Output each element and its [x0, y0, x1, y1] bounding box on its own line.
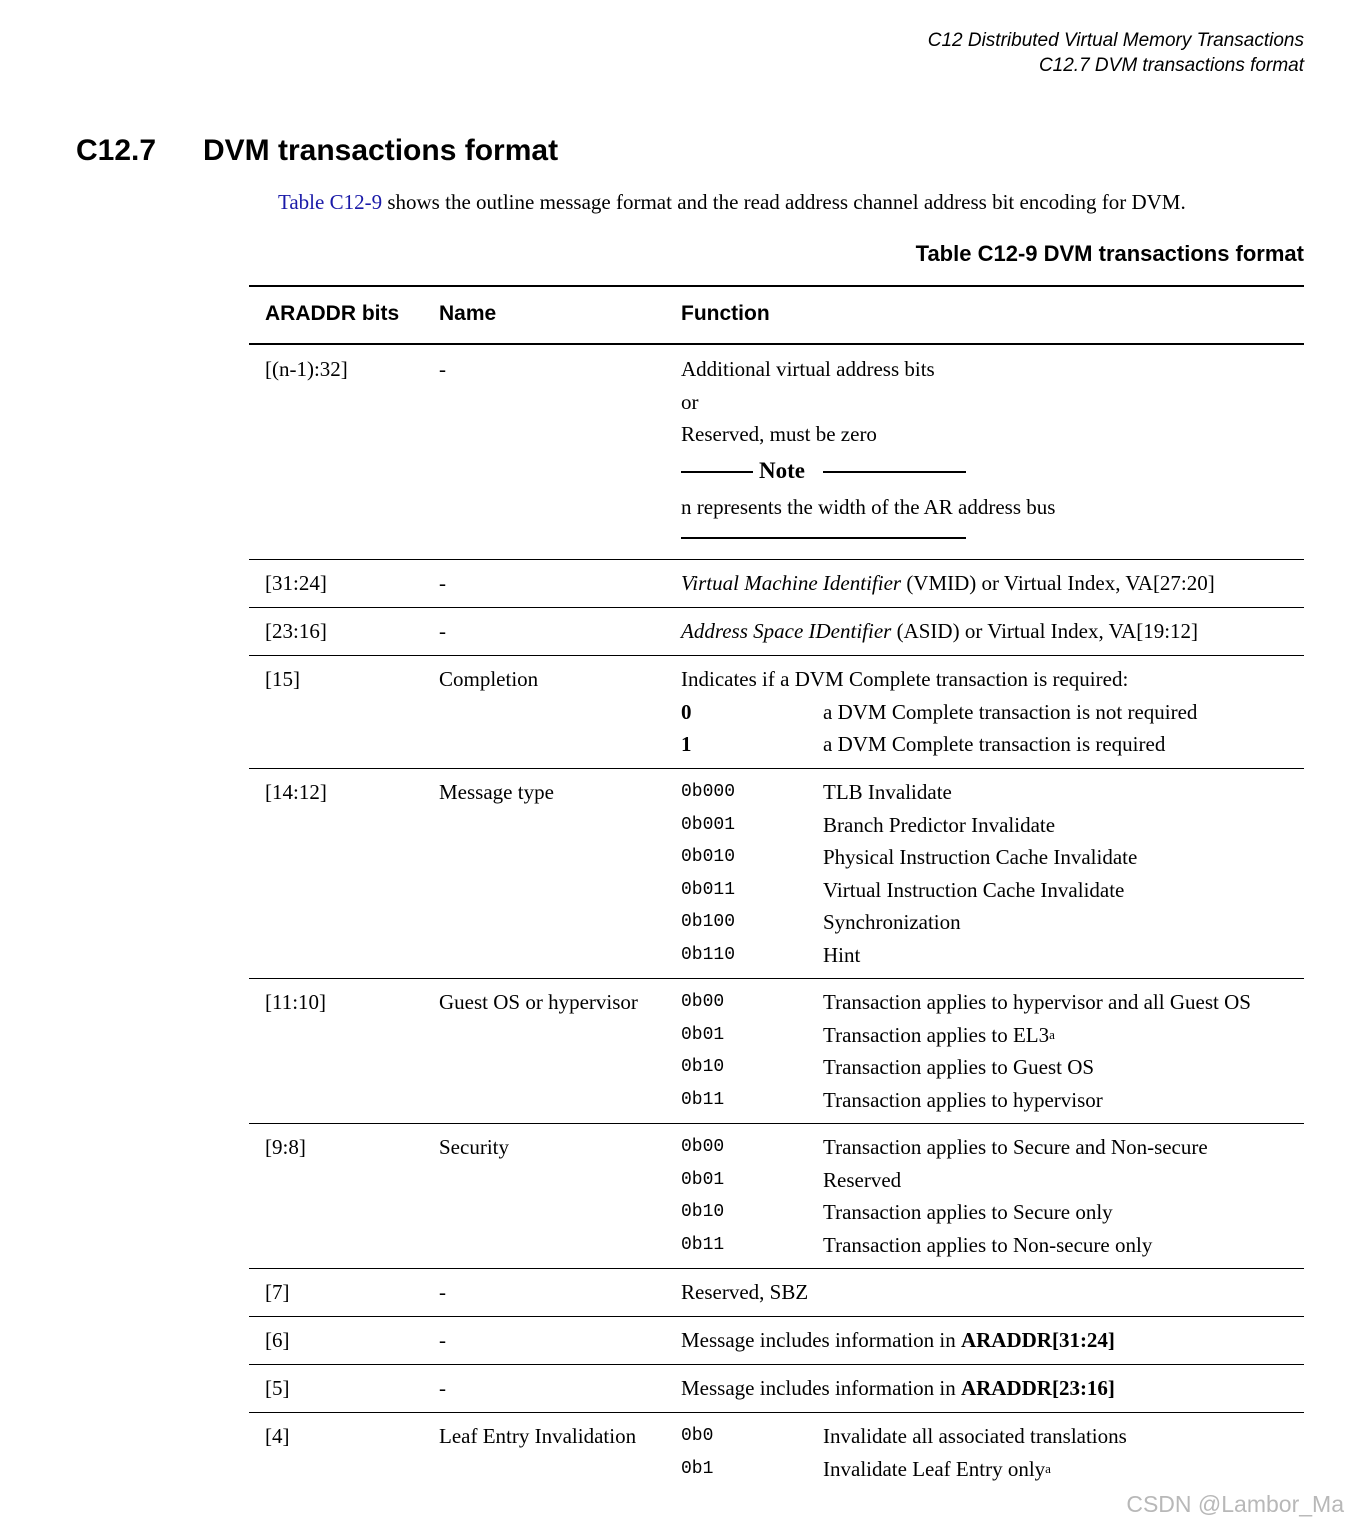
running-header [928, 28, 1304, 78]
encoding-desc: Reserved [823, 1167, 902, 1192]
encoding-row [681, 696, 1304, 729]
section-title: DVM transactions format [203, 134, 559, 167]
encoding-row [681, 1229, 1304, 1262]
row-function: Reserved, SBZ [681, 1280, 809, 1304]
row-name: - [439, 1280, 446, 1304]
table-row [249, 1124, 1304, 1269]
row-bits: [31:24] [265, 571, 327, 595]
row-bits: [(n-1):32] [265, 357, 348, 381]
row-bits: [14:12] [265, 780, 327, 804]
row-function [681, 986, 1304, 1116]
function-bold: ARADDR[31:24] [960, 1328, 1115, 1352]
encoding-row [681, 809, 1304, 842]
watermark: CSDN @Lambor_Ma [1126, 1491, 1344, 1517]
row-bits: [7] [265, 1280, 290, 1304]
row-bits: [5] [265, 1376, 290, 1400]
encoding-row [681, 939, 1304, 972]
encoding-row [681, 906, 1304, 939]
row-name: - [439, 619, 446, 643]
encoding-desc: Transaction applies to hypervisor and all Guest OS [823, 990, 1251, 1014]
encoding-value: 0b110 [681, 944, 736, 965]
table-row [249, 769, 1304, 979]
encoding-value: 0b11 [681, 1089, 725, 1110]
row-name: Leaf Entry Invalidation [439, 1424, 637, 1448]
encoding-row [681, 776, 1304, 809]
row-name: - [439, 571, 446, 595]
function-italic: Virtual Machine Identifier [681, 571, 902, 595]
function-line: Additional virtual address bits [681, 357, 935, 381]
encoding-desc: Transaction applies to Guest OS [823, 1055, 1095, 1080]
row-bits: [15] [265, 667, 300, 691]
section-number: C12.7 [76, 134, 157, 167]
note-title: Note [759, 457, 805, 483]
encoding-row [681, 1051, 1304, 1084]
header-section: C12.7 DVM transactions format [1038, 55, 1304, 76]
encoding-desc: Transaction applies to Secure and Non-secure [823, 1135, 1208, 1159]
note-heading [681, 451, 966, 491]
note-rule-left [681, 471, 753, 473]
encoding-value: 0b001 [681, 814, 736, 835]
encoding-value: 0b01 [681, 1024, 725, 1045]
encoding-value: 0b10 [681, 1057, 725, 1078]
encoding-row [681, 841, 1304, 874]
encoding-desc: TLB Invalidate [823, 780, 952, 804]
dvm-format-table [249, 285, 1304, 1493]
row-function [681, 353, 1304, 539]
table-row [249, 656, 1304, 769]
function-text: (VMID) or Virtual Index, VA[27:20] [901, 571, 1215, 595]
row-function [681, 615, 1304, 648]
encoding-row [681, 1420, 1304, 1453]
row-function [681, 1420, 1304, 1485]
row-bits: [23:16] [265, 619, 327, 643]
row-bits: [4] [265, 1424, 290, 1448]
row-name: Guest OS or hypervisor [439, 990, 638, 1014]
table-row [249, 1365, 1304, 1413]
encoding-desc: Transaction applies to Non-secure only [823, 1232, 1153, 1257]
table-row [249, 345, 1304, 560]
encoding-row [681, 1131, 1304, 1164]
function-line: Reserved, must be zero [681, 422, 877, 447]
encoding-row [681, 1453, 1304, 1486]
table-row [249, 1269, 1304, 1317]
encoding-desc: Transaction applies to hypervisor [823, 1087, 1103, 1112]
encoding-value: 0 [681, 699, 692, 724]
header-name: Name [439, 302, 497, 325]
encoding-value: 0b100 [681, 912, 736, 933]
footnote-marker: a [1045, 1460, 1051, 1476]
encoding-value: 0b11 [681, 1234, 725, 1255]
row-bits: [9:8] [265, 1135, 306, 1159]
encoding-desc: a DVM Complete transaction is not required [823, 699, 1198, 724]
encoding-value: 0b000 [681, 782, 736, 802]
function-intro: Indicates if a DVM Complete transaction is required: [681, 667, 1129, 691]
encoding-value: 0b10 [681, 1202, 725, 1223]
encoding-desc: Physical Instruction Cache Invalidate [823, 845, 1138, 870]
encoding-desc: Branch Predictor Invalidate [823, 812, 1056, 837]
encoding-desc: Virtual Instruction Cache Invalidate [823, 877, 1125, 902]
intro-text: shows the outline message format and the read address channel address bit encoding for DVM. [382, 190, 1186, 214]
function-italic: Address Space IDentifier [681, 619, 892, 643]
encoding-row [681, 874, 1304, 907]
encoding-desc: Invalidate all associated translations [823, 1424, 1127, 1448]
encoding-row [681, 728, 1304, 761]
row-bits: [6] [265, 1328, 290, 1352]
encoding-value: 0b01 [681, 1169, 725, 1190]
encoding-desc: Hint [823, 942, 861, 967]
encoding-desc: Transaction applies to Secure only [823, 1200, 1113, 1225]
function-text: (ASID) or Virtual Index, VA[19:12] [891, 619, 1199, 643]
row-function [681, 663, 1304, 761]
table-row [249, 560, 1304, 608]
encoding-value: 0b0 [681, 1426, 714, 1446]
encoding-value: 0b1 [681, 1458, 714, 1479]
encoding-row [681, 1084, 1304, 1117]
footnote-marker: a [1049, 1026, 1055, 1042]
row-name: Completion [439, 667, 539, 691]
table-row [249, 608, 1304, 656]
function-bold: ARADDR[23:16] [960, 1376, 1115, 1400]
function-text: Message includes information in [681, 1376, 961, 1400]
row-function [681, 567, 1304, 600]
header-chapter: C12 Distributed Virtual Memory Transactions [927, 30, 1304, 51]
note-rule-right [823, 471, 966, 473]
row-name: Security [439, 1135, 509, 1159]
encoding-desc: a DVM Complete transaction is required [823, 732, 1166, 757]
row-function [681, 1372, 1304, 1405]
encoding-row [681, 1196, 1304, 1229]
row-name: - [439, 357, 446, 381]
row-name: - [439, 1328, 446, 1352]
table-row [249, 979, 1304, 1124]
encoding-value: 1 [681, 732, 692, 757]
note-text: n represents the width of the AR address bus [681, 494, 1056, 519]
row-name: - [439, 1376, 446, 1400]
table-caption: Table C12-9 DVM transactions format [915, 241, 1304, 266]
encoding-row [681, 1164, 1304, 1197]
encoding-row [681, 986, 1304, 1019]
note-rule-bottom [681, 537, 966, 539]
encoding-value: 0b011 [681, 879, 736, 900]
header-function: Function [681, 302, 770, 325]
table-row [249, 1317, 1304, 1365]
encoding-desc: Invalidate Leaf Entry only [823, 1456, 1046, 1481]
table-header-row [249, 287, 1304, 345]
row-name: Message type [439, 780, 554, 804]
row-bits: [11:10] [265, 990, 327, 1014]
encoding-desc: Transaction applies to EL3 [823, 1022, 1050, 1047]
intro-paragraph [278, 190, 1186, 215]
table-row [249, 1413, 1304, 1493]
table-link[interactable]: Table C12-9 [278, 190, 383, 214]
encoding-desc: Synchronization [823, 910, 961, 935]
encoding-value: 0b00 [681, 1137, 725, 1157]
encoding-value: 0b00 [681, 992, 725, 1012]
row-function [681, 1324, 1304, 1357]
encoding-value: 0b010 [681, 847, 736, 868]
function-line: or [681, 389, 699, 414]
encoding-row [681, 1019, 1304, 1052]
function-text: Message includes information in [681, 1328, 961, 1352]
header-araddr-bits: ARADDR bits [265, 302, 400, 325]
row-function [681, 776, 1304, 972]
row-function [681, 1131, 1304, 1261]
